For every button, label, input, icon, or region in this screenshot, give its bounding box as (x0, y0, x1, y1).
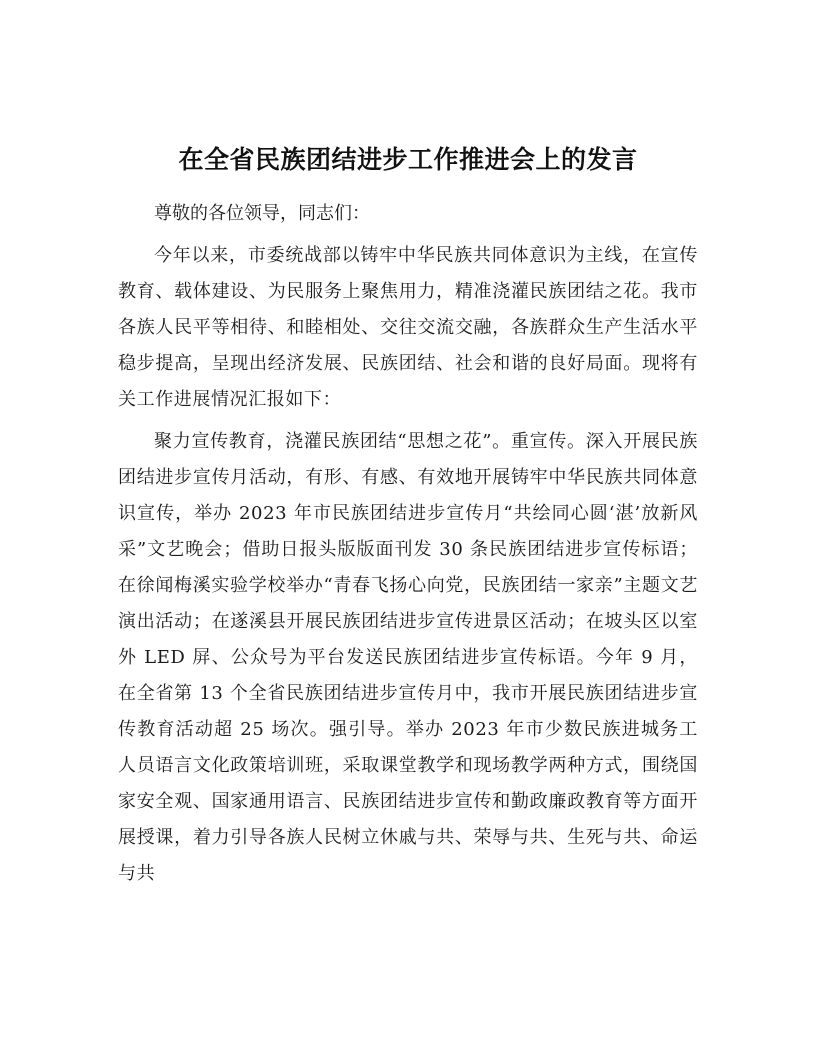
paragraph-publicity: 聚力宣传教育，浇灌民族团结“思想之花”。重宣传。深入开展民族团结进步宣传月活动，有形、有感、有效地开展铸牢中华民族共同体意识宣传，举办 2023 年市民族团结进步宣传月“共绘同心圆‘湛’放新风采”文艺晚会；借助日报头版版面刊发 30 条民族团结进步宣传标语；在徐闻梅溪实验学校举办“青春飞扬心向党，民族团结一家亲”主题文艺演出活动；在遂溪县开展民族团结进步宣传进景区活动；在坡头区以室外 LED 屏、公众号为平台发送民族团结进步宣传标语。今年 9 月，在全省第 13 个全省民族团结进步宣传月中，我市开展民族团结进步宣传教育活动超 25 场次。强引导。举办 2023 年市少数民族进城务工人员语言文化政策培训班，采取课堂教学和现场教学两种方式，围绕国家安全观、国家通用语言、民族团结进步宣传和勤政廉政教育等方面开展授课，着力引导各族人民树立休戚与共、荣辱与共、生死与共、命运与共 (118, 431, 698, 884)
paragraph-intro: 今年以来，市委统战部以铸牢中华民族共同体意识为主线，在宣传教育、载体建设、为民服务上聚焦用力，精准浇灌民族团结之花。我市各族人民平等相待、和睦相处、交往交流交融，各族群众生产生活水平稳步提高，呈现出经济发展、民族团结、社会和谐的良好局面。现将有关工作进展情况汇报如下： (118, 245, 698, 410)
document-body (118, 196, 698, 892)
greeting-line: 尊敬的各位领导，同志们： (154, 203, 370, 224)
document-title: 在全省民族团结进步工作推进会上的发言 (178, 145, 638, 174)
